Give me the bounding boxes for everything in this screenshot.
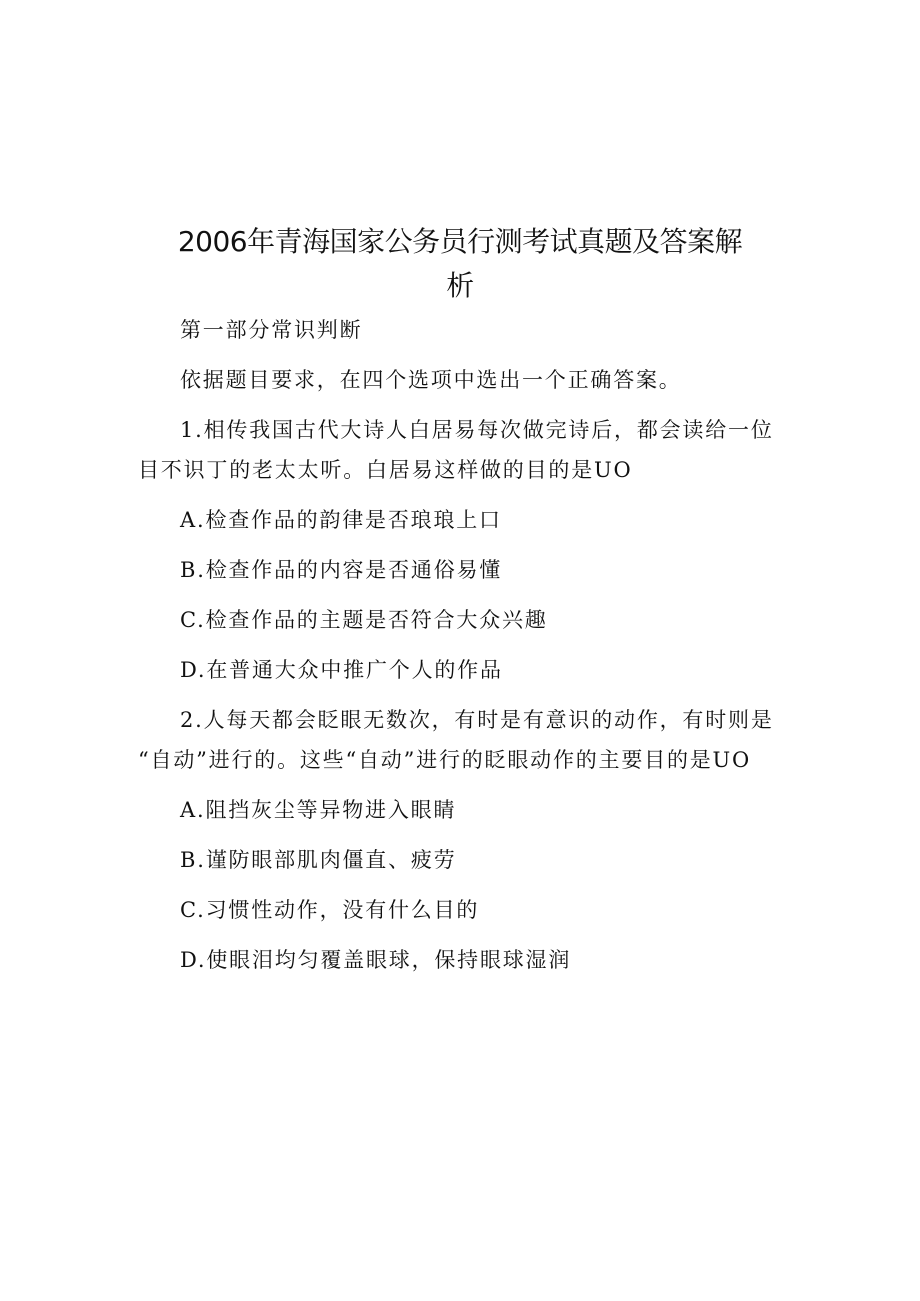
question-1-option-a: A.检查作品的韵律是否琅琅上口 [180, 508, 502, 532]
question-1-option-c: C.检查作品的主题是否符合大众兴趣 [180, 608, 548, 632]
question-1-option-d: D.在普通大众中推广个人的作品 [180, 658, 503, 682]
question-2-stem-line-1: 2.人每天都会眨眼无数次，有时是有意识的动作，有时则是 [180, 708, 774, 732]
question-2-option-d: D.使眼泪均匀覆盖眼球，保持眼球湿润 [180, 948, 572, 972]
question-1-option-b: B.检查作品的内容是否通俗易懂 [180, 558, 503, 582]
question-2-option-c: C.习惯性动作，没有什么目的 [180, 898, 480, 922]
question-2-option-a: A.阻挡灰尘等异物进入眼睛 [180, 798, 457, 822]
question-1-stem-line-2: 目不识丁的老太太听。白居易这样做的目的是UO [138, 458, 633, 482]
question-2-option-b: B.谨防眼部肌肉僵直、疲劳 [180, 848, 457, 872]
document-title [130, 220, 790, 308]
title-line-2: 析 [446, 269, 474, 302]
instruction-text: 依据题目要求，在四个选项中选出一个正确答案。 [180, 368, 682, 392]
question-2-stem-line-2: “自动”进行的。这些“自动”进行的眨眼动作的主要目的是UO [138, 748, 752, 772]
title-line-1: 2006年青海国家公务员行测考试真题及答案解 [177, 225, 743, 258]
question-1-stem-line-1: 1.相传我国古代大诗人白居易每次做完诗后，都会读给一位 [180, 418, 774, 442]
section-heading: 第一部分常识判断 [180, 318, 363, 342]
